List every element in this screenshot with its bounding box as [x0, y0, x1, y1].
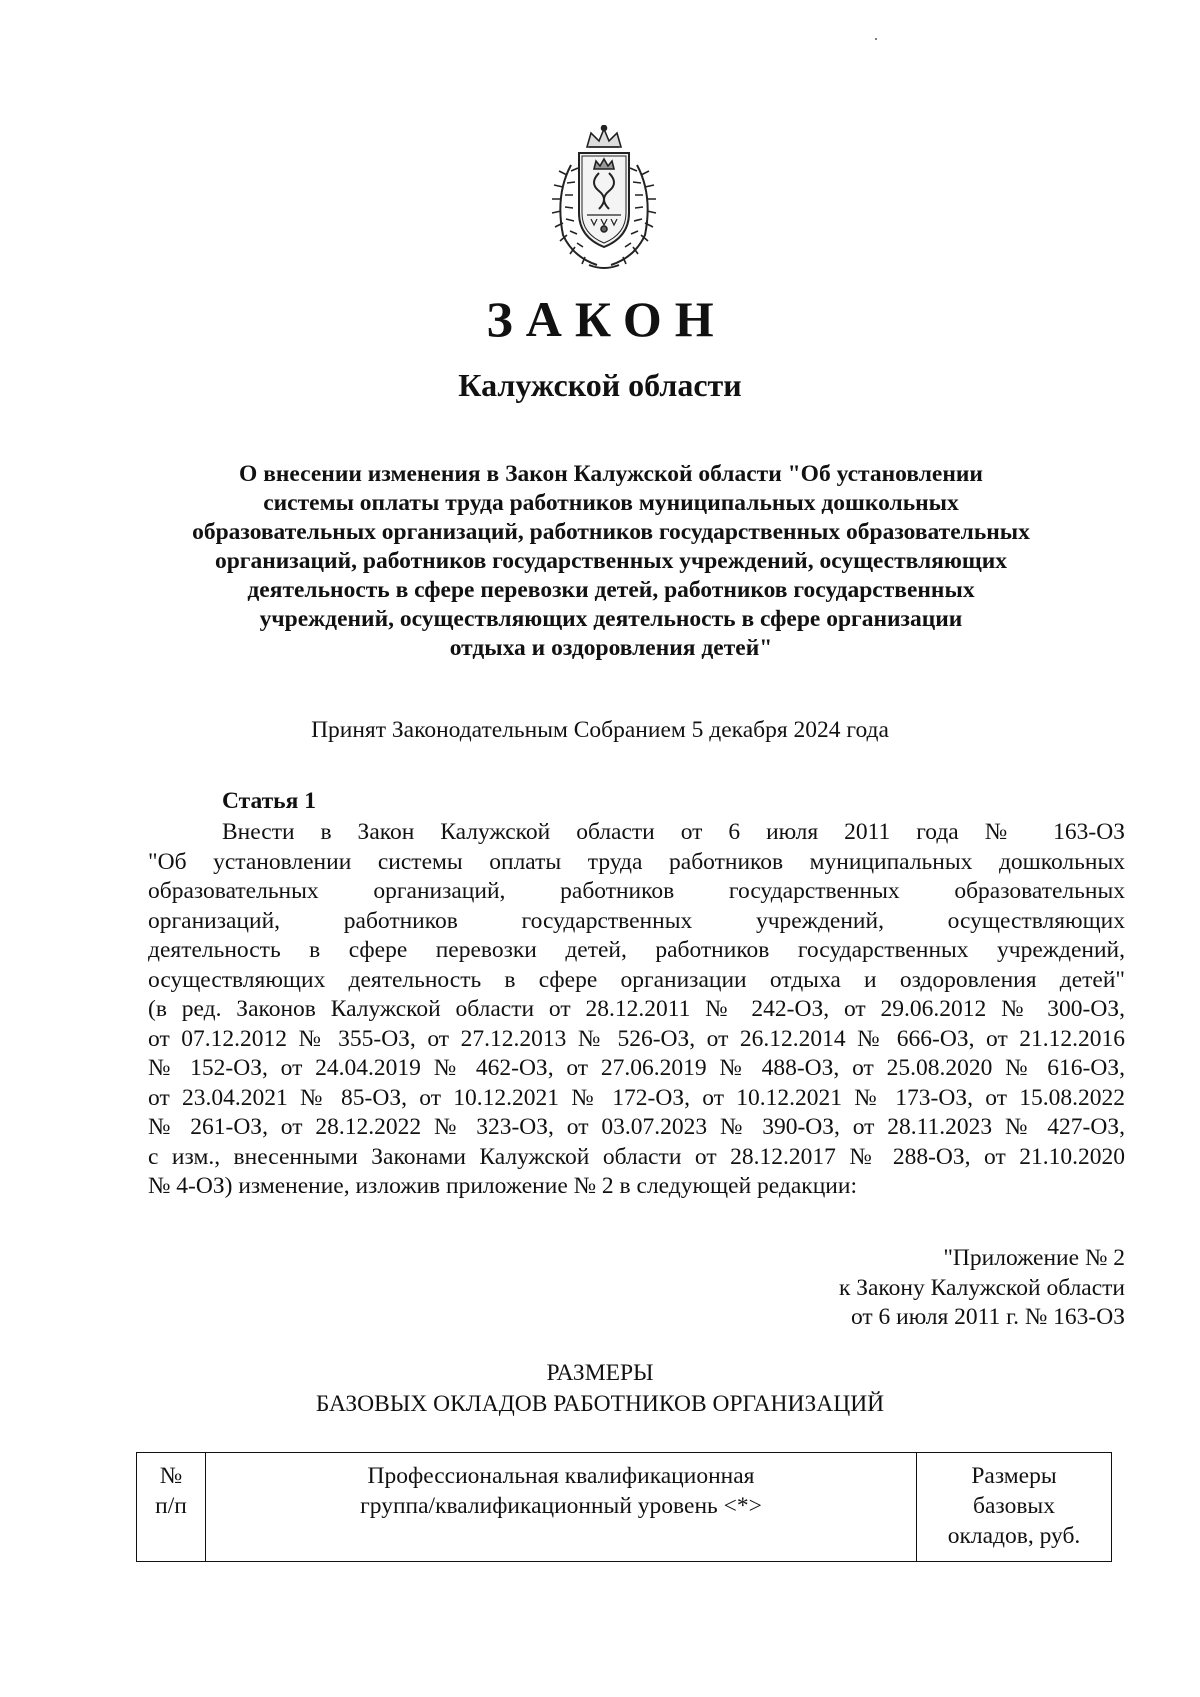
article-line: № 152-ОЗ, от 24.04.2019 № 462-ОЗ, от 27.06.2019 № 488-ОЗ, от 25.08.2020 № 616-ОЗ,	[148, 1055, 1125, 1081]
heading-line: организаций, работников государственных учреждений, осуществляющих	[214, 548, 1007, 574]
article-line: образовательных организаций, работников государственных образовательных	[148, 878, 1125, 904]
table-header-row	[137, 1453, 1112, 1562]
article-line: № 261-ОЗ, от 28.12.2022 № 323-ОЗ, от 03.07.2023 № 390-ОЗ, от 28.11.2023 № 427-ОЗ,	[148, 1114, 1125, 1140]
annex-line: к Закону Калужской области	[838, 1274, 1125, 1301]
adoption-note: Принят Законодательным Собранием 5 декабря 2024 года	[311, 717, 889, 743]
header-num: № п/п	[137, 1453, 206, 1562]
coat-of-arms-emblem	[549, 125, 659, 273]
salary-table	[136, 1452, 1112, 1562]
article-line: "Об установлении системы оплаты труда работников муниципальных дошкольных	[148, 848, 1125, 875]
heading-line: системы оплаты труда работников муниципальных дошкольных	[263, 490, 959, 516]
sizes-title: РАЗМЕРЫ	[546, 1360, 654, 1386]
annex-reference	[700, 1244, 1125, 1333]
article-line: от 23.04.2021 № 85-ОЗ, от 10.12.2021 № 172-ОЗ, от 10.12.2021 № 173-ОЗ, от 15.08.2022	[148, 1084, 1125, 1111]
article-line: с изм., внесенными Законами Калужской области от 28.12.2017 № 288-ОЗ, от 21.10.2020	[148, 1143, 1125, 1170]
sizes-subtitle: БАЗОВЫХ ОКЛАДОВ РАБОТНИКОВ ОРГАНИЗАЦИЙ	[315, 1391, 885, 1417]
header-group: Профессиональная квалификационная группа/квалификационный уровень <*>	[206, 1453, 917, 1562]
article-line: № 4-ОЗ) изменение, изложив приложение № 2 в следующей редакции:	[148, 1173, 857, 1199]
article-line: от 07.12.2012 № 355-ОЗ, от 27.12.2013 № 526-ОЗ, от 26.12.2014 № 666-ОЗ, от 21.12.2016	[148, 1025, 1125, 1052]
law-heading	[150, 460, 1072, 663]
article-line: организаций, работников государственных учреждений, осуществляющих	[148, 907, 1125, 934]
article-line: осуществляющих деятельность в сфере организации отдыха и оздоровления детей"	[148, 966, 1125, 993]
annex-line: от 6 июля 2011 г. № 163-ОЗ	[850, 1304, 1125, 1330]
heading-line: образовательных организаций, работников государственных образовательных	[192, 519, 1030, 545]
heading-line: О внесении изменения в Закон Калужской области "Об установлении	[239, 461, 983, 487]
heading-line: учреждений, осуществляющих деятельность в сфере организации	[259, 606, 963, 632]
article-body	[148, 818, 1125, 1202]
article-line: деятельность в сфере перевозки детей, работников государственных учреждений,	[148, 937, 1125, 963]
article-line: (в ред. Законов Калужской области от 28.12.2011 № 242-ОЗ, от 29.06.2012 № 300-ОЗ,	[148, 996, 1125, 1022]
scan-speck	[875, 38, 877, 40]
article-line: Внести в Закон Калужской области от 6 июля 2011 года № 163-ОЗ	[222, 819, 1125, 845]
document-subtitle: Калужской области	[458, 367, 742, 403]
header-amount: Размеры базовых окладов, руб.	[917, 1453, 1112, 1562]
annex-line: "Приложение № 2	[943, 1245, 1125, 1271]
sizes-title-block	[0, 1358, 1200, 1420]
article-title: Статья 1	[222, 788, 316, 814]
heading-line: деятельность в сфере перевозки детей, работников государственных	[247, 577, 975, 603]
document-title: ЗАКОН	[486, 291, 727, 347]
heading-line: отдыха и оздоровления детей"	[449, 635, 773, 661]
